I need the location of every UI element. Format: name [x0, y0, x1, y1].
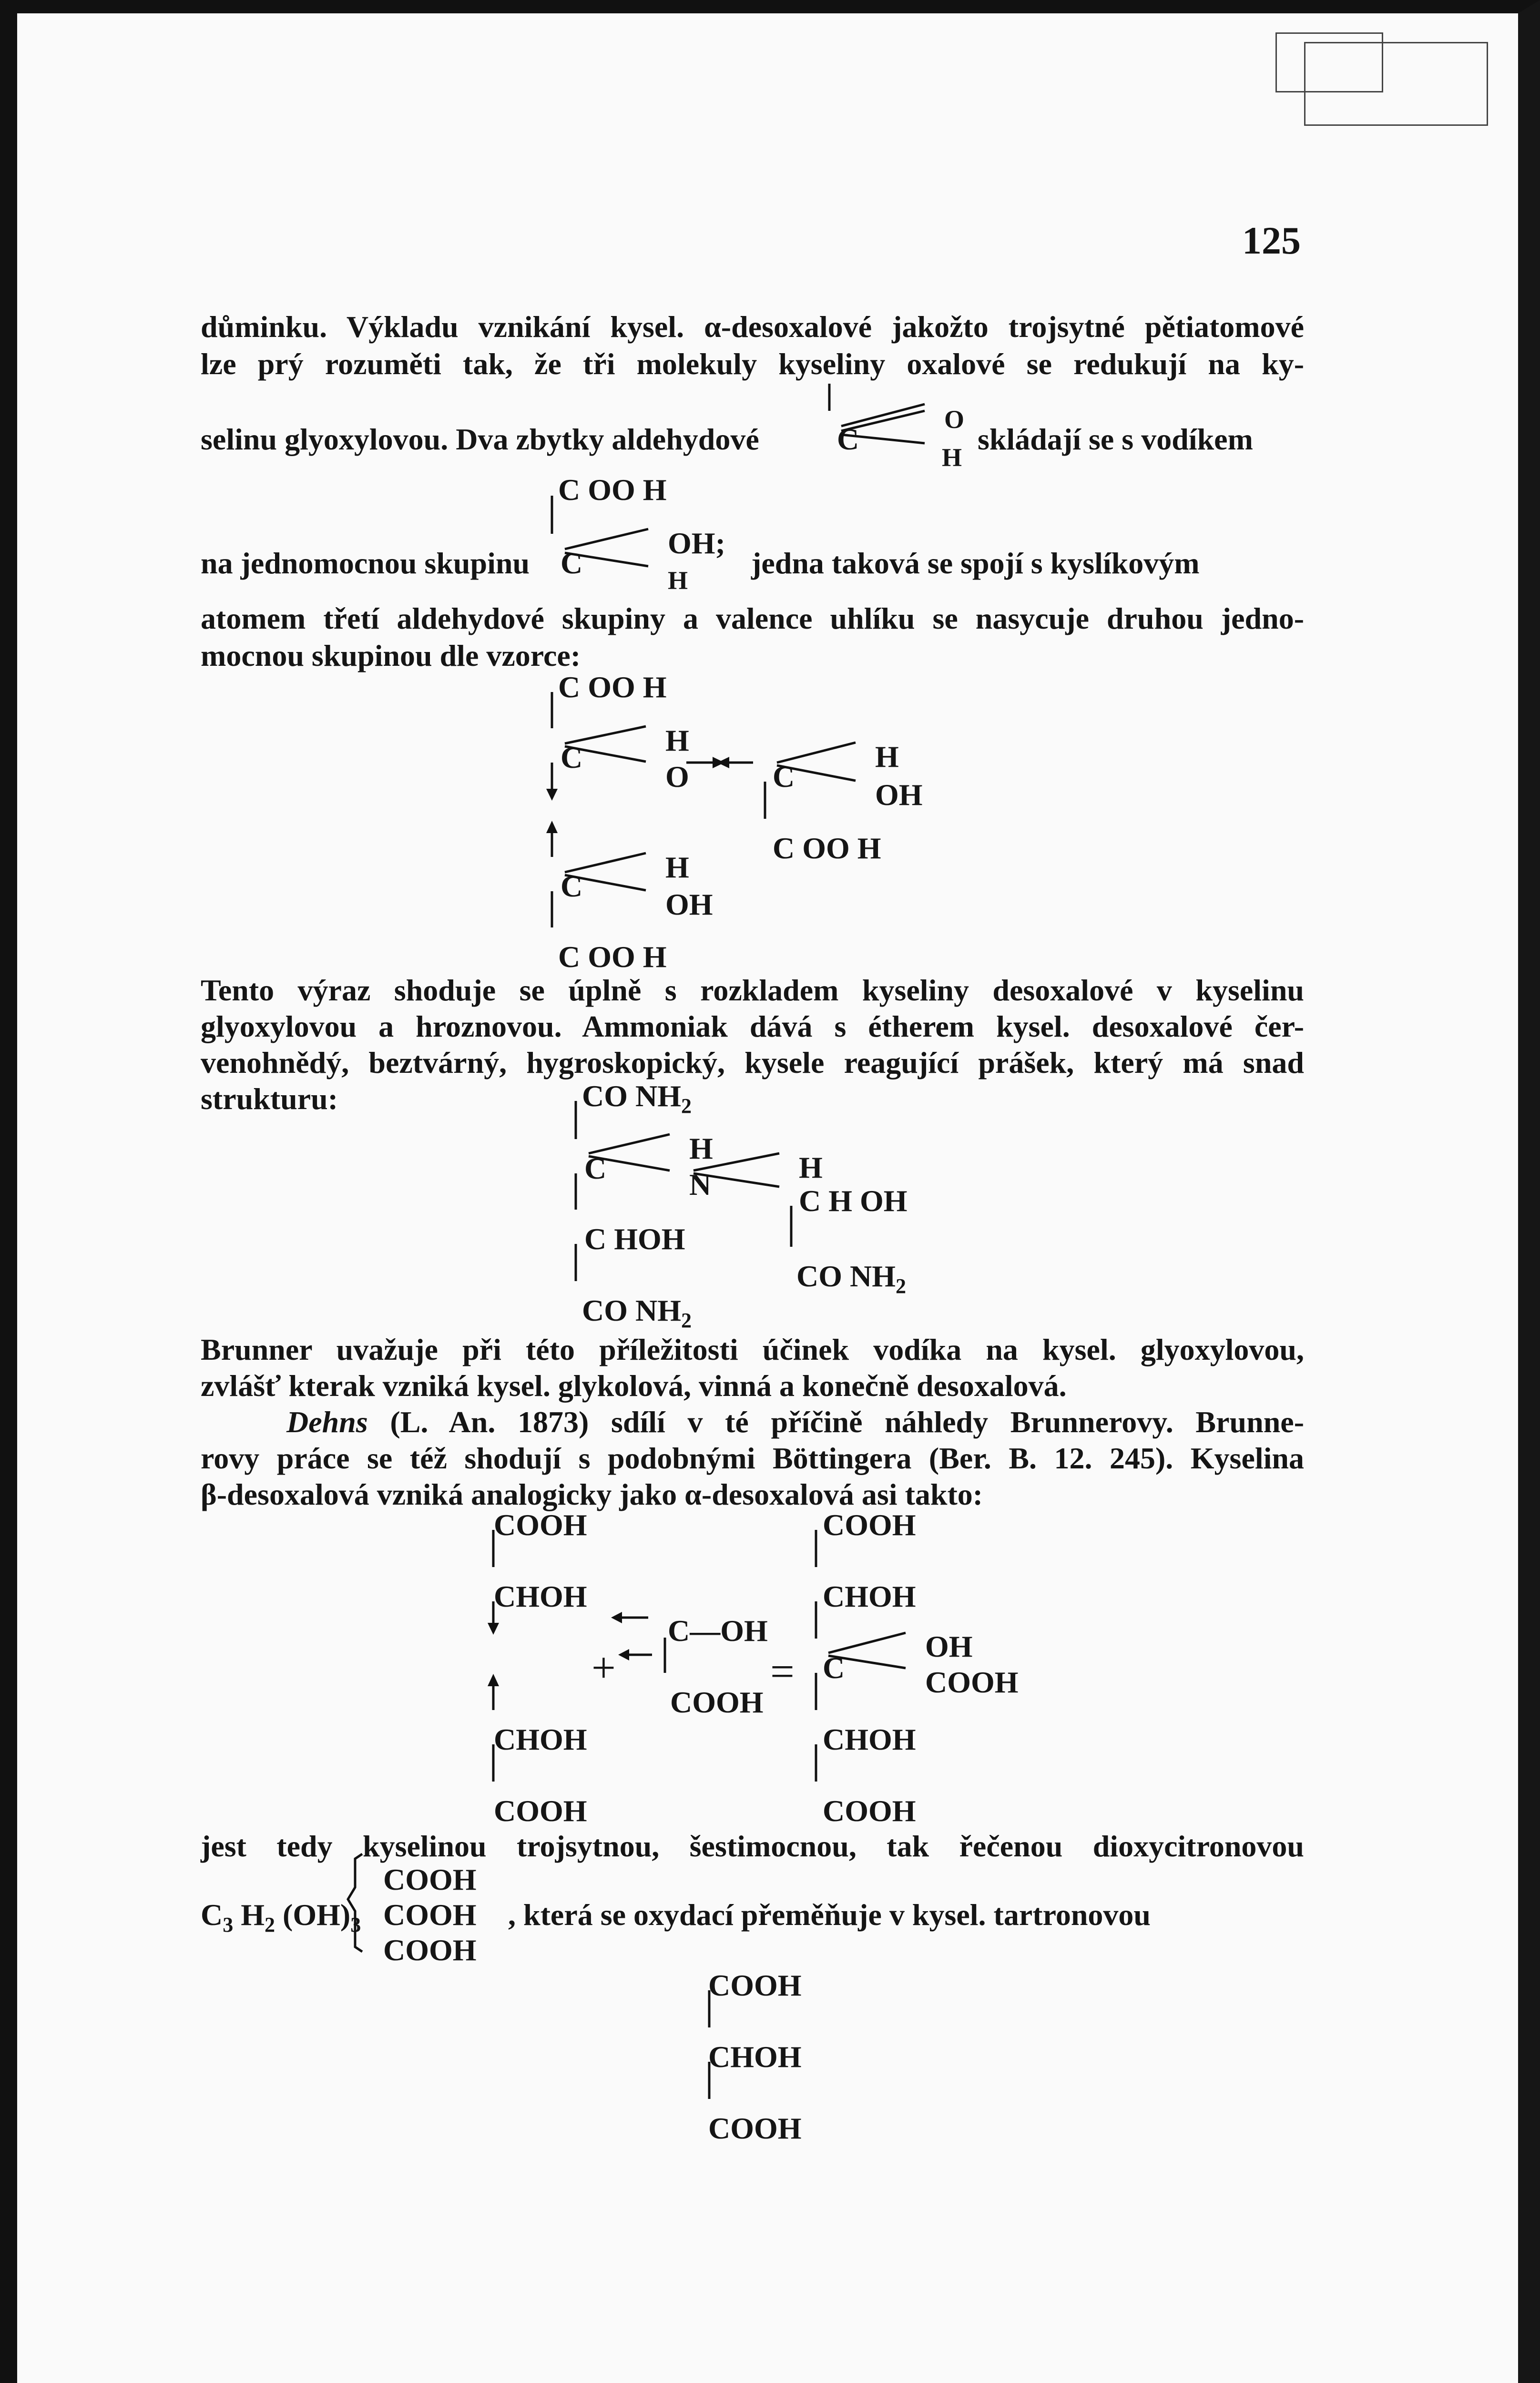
text-line: rovy práce se též shodují s podobnými Böttingera (Ber. B. 12. 245). Kyselina: [201, 1441, 1304, 1475]
author-name: Dehns: [286, 1405, 368, 1439]
formula-label: COOH: [823, 1508, 916, 1542]
formula-label: C OO H: [558, 940, 667, 974]
atom: N: [689, 1168, 712, 1202]
formula-label: COOH: [670, 1685, 764, 1719]
atom: H: [942, 443, 962, 472]
atom: C: [837, 422, 859, 456]
text-line: glyoxylovou a hroznovou. Ammoniak dává s étherem kysel. desoxalové čer-: [201, 1009, 1304, 1043]
text-line: důminku. Výkladu vznikání kysel. α-desoxalové jakožto trojsytné pětiatomové: [201, 310, 1304, 344]
text-line: jedna taková se spojí s kyslíkovým: [751, 546, 1200, 580]
atom: OH: [665, 887, 713, 921]
formula-label: COOH: [383, 1898, 477, 1932]
atom: H: [875, 740, 899, 774]
formula-label: CHOH: [708, 2040, 802, 2074]
text-line: zvlášť kterak vzniká kysel. glykolová, vinná a konečně desoxalová.: [201, 1369, 1067, 1403]
text-line: skládají se s vodíkem: [978, 422, 1253, 456]
equals-sign: =: [770, 1648, 795, 1695]
text-line: , která se oxydací přeměňuje v kysel. tartronovou: [508, 1898, 1151, 1932]
atom: C: [561, 546, 583, 580]
formula-label: C OO H: [558, 670, 667, 704]
formula-label: C OO H: [558, 473, 667, 507]
formula-label: CHOH: [494, 1579, 587, 1613]
formula-label: COOH: [494, 1794, 587, 1828]
formula-label: C—OH: [668, 1614, 768, 1648]
atom: H: [665, 850, 689, 884]
atom: H: [799, 1151, 823, 1184]
atom: H: [668, 566, 688, 595]
text-line: Tento výraz shoduje se úplně s rozkladem kyseliny desoxalové v kyselinu: [201, 973, 1304, 1007]
formula-label: COOH: [823, 1794, 916, 1828]
text-line: mocnou skupinou dle vzorce:: [201, 639, 581, 672]
text-line: [201, 1404, 1304, 1440]
atom: H: [689, 1131, 713, 1165]
text-line: jest tedy kyselinou trojsytnou, šestimocnou, tak řečenou dioxycitronovou: [201, 1829, 1304, 1863]
atom: C: [584, 1151, 607, 1185]
text-span: (L. An. 1873) sdílí v té příčině náhledy Brunnerovy. Brunne-: [390, 1405, 1305, 1439]
text-line: selinu glyoxylovou. Dva zbytky aldehydové: [201, 422, 759, 456]
formula-label: CHOH: [823, 1579, 916, 1613]
formula-label: COOH: [383, 1933, 477, 1967]
atom: OH: [875, 778, 923, 812]
formula-label: COOH: [494, 1508, 587, 1542]
formula-label: C HOH: [584, 1222, 685, 1256]
atom: O: [944, 405, 965, 434]
formula-label: COOH: [925, 1665, 1019, 1699]
formula-label: COOH: [708, 2111, 802, 2145]
atom: OH;: [668, 526, 725, 560]
formula-label: COOH: [383, 1863, 477, 1896]
formula-label: C OO H: [773, 831, 881, 865]
text-line: Brunner uvažuje při této příležitosti účinek vodíka na kysel. glyoxylovou,: [201, 1333, 1304, 1366]
atom: OH: [925, 1629, 973, 1663]
text-line: strukturu:: [201, 1082, 338, 1116]
text-line: atomem třetí aldehydové skupiny a valence uhlíku se nasycuje druhou jedno-: [201, 601, 1304, 635]
formula-label: C H OH: [799, 1184, 908, 1218]
page-number: 125: [1242, 219, 1301, 262]
text-line: β-desoxalová vzniká analogicky jako α-desoxalová asi takto:: [201, 1477, 983, 1511]
formula-label: CO $NH_2$: [796, 1259, 906, 1298]
plus-sign: +: [592, 1644, 616, 1691]
text-line: na jednomocnou skupinu: [201, 546, 530, 580]
formula-label: COOH: [708, 1968, 802, 2002]
atom: C: [561, 741, 583, 774]
atom: C: [561, 869, 583, 903]
text-line: lze prý rozuměti tak, že tři molekuly kyseliny oxalové se redukují na ky-: [201, 347, 1304, 381]
atom: C: [823, 1651, 845, 1685]
atom: O: [665, 760, 689, 794]
formula-label: CO $NH_2$: [582, 1293, 692, 1332]
formula-label: CO $NH_2$: [582, 1079, 692, 1118]
scan-edge-mark: [1304, 42, 1488, 126]
formula-label: CHOH: [494, 1722, 587, 1756]
text-line: venohnědý, beztvárný, hygroskopický, kysele reagující prášek, který má snad: [201, 1046, 1304, 1079]
atom: C: [773, 760, 795, 794]
formula-label: CHOH: [823, 1722, 916, 1756]
formula-label: $C_3$ $H_2$ $(OH)_3$: [201, 1898, 361, 1936]
atom: H: [665, 723, 689, 757]
